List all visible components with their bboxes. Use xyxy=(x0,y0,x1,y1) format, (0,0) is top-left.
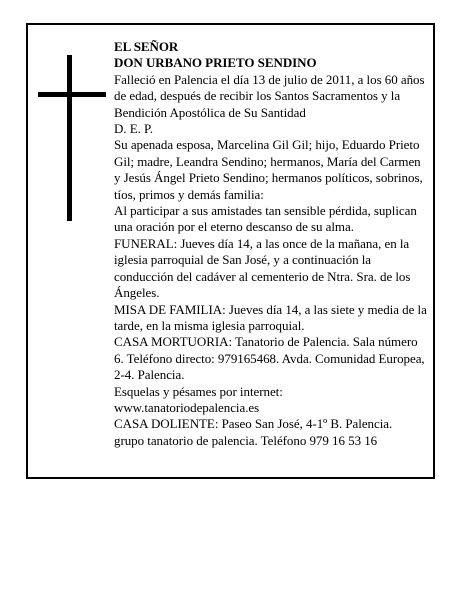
notice-text xyxy=(114,39,430,449)
deceased-name: DON URBANO PRIETO SENDINO xyxy=(114,55,317,71)
group-paragraph: grupo tanatorio de palencia. Teléfono 979 16 53 16 xyxy=(114,432,378,448)
home-paragraph: CASA DOLIENTE: Paseo San José, 4-1º B. Palencia. xyxy=(114,416,393,432)
notice-title: EL SEÑOR xyxy=(114,39,179,54)
cross-horizontal-bar xyxy=(38,92,106,97)
death-paragraph: Falleció en Palencia el día 13 de julio de 2011, a los 60 años de edad, después de recibir los Santos Sacramentos y la Bendición Apostólica de Su Santidad xyxy=(114,71,425,120)
dep-line: D. E. P. xyxy=(114,121,153,137)
cross-vertical-bar xyxy=(67,55,72,221)
family-paragraph: Su apenada esposa, Marcelina Gil Gil; hijo, Eduardo Prieto Gil; madre, Leandra Sendino; hermanos, María del Carmen y Jesús Ángel Prieto Sendino; hermanos políticos, sobrinos, tíos, primos y demás familia: xyxy=(114,137,423,202)
mass-paragraph: MISA DE FAMILIA: Jueves día 14, a las siete y media de la tarde, en la misma iglesia parroquial. xyxy=(114,301,427,333)
condolences-paragraph: Esquelas y pésames por internet: www.tanatoriodepalencia.es xyxy=(114,383,283,415)
cross-icon xyxy=(38,55,106,221)
funeral-paragraph: FUNERAL: Jueves día 14, a las once de la mañana, en la iglesia parroquial de San José, y a continuación la conducción del cadáver al cementerio de Ntra. Sra. de los Ángeles. xyxy=(114,235,411,301)
request-paragraph: Al participar a sus amistades tan sensible pérdida, suplican una oración por el eterno descanso de su alma. xyxy=(114,203,417,235)
obituary-notice xyxy=(26,23,435,479)
mortuary-paragraph: CASA MORTUORIA: Tanatorio de Palencia. Sala número 6. Teléfono directo: 979165468. Avda. Comunidad Europea, 2-4. Palencia. xyxy=(114,334,425,383)
